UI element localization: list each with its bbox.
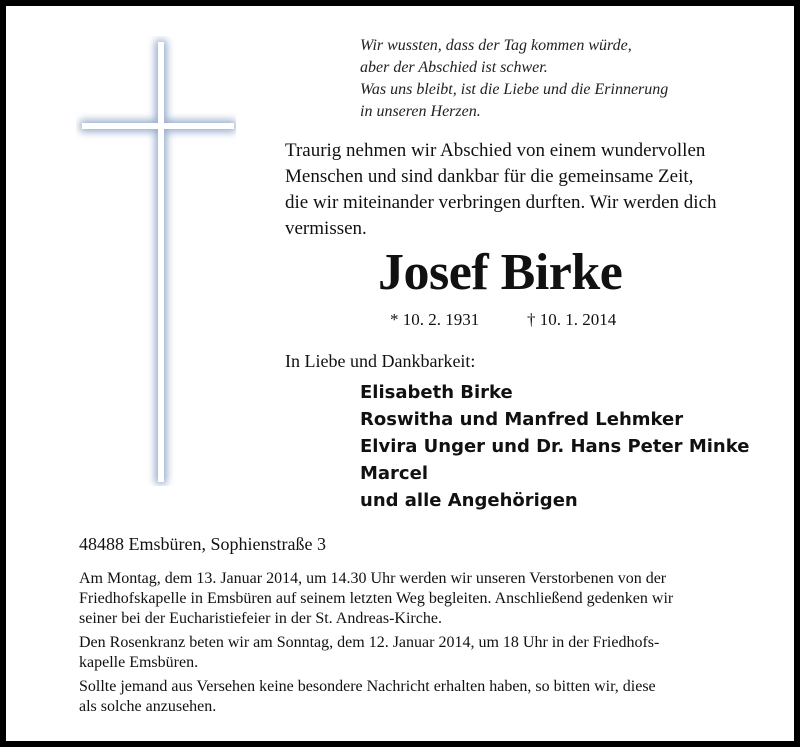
intro-line: Menschen und sind dankbar für die gemeinsame Zeit,: [285, 166, 694, 187]
thanks-heading: In Liebe und Dankbarkeit:: [285, 351, 476, 371]
mourner-name: Elvira Unger und Dr. Hans Peter Minke: [360, 436, 750, 457]
mourner-name: Marcel: [360, 463, 428, 484]
death-date: † 10. 1. 2014: [527, 310, 617, 329]
address: 48488 Emsbüren, Sophienstraße 3: [79, 534, 326, 554]
mourner-name: Elisabeth Birke: [360, 382, 513, 403]
notice-line: Sollte jemand aus Versehen keine besondere Nachricht erhalten haben, so bitten wir, diese: [79, 678, 656, 695]
quote-block: [360, 35, 780, 123]
notice-line: Am Montag, dem 13. Januar 2014, um 14.30 Uhr werden wir unseren Verstorbenen von der: [79, 570, 667, 587]
intro-line: Traurig nehmen wir Abschied von einem wundervollen: [285, 140, 706, 161]
notice-paragraph: [79, 633, 739, 673]
mourners-list: [360, 379, 749, 514]
mourner-name: Roswitha und Manfred Lehmker: [360, 409, 684, 430]
intro-text: [285, 138, 755, 242]
quote-line: aber der Abschied ist schwer.: [360, 59, 548, 76]
intro-line: vermissen.: [285, 218, 367, 239]
notice-paragraph: [79, 677, 739, 717]
notice-paragraph: [79, 569, 739, 629]
notice-line: Den Rosenkranz beten wir am Sonntag, dem 12. Januar 2014, um 18 Uhr in der Friedhofs-: [79, 634, 660, 651]
quote-line: Was uns bleibt, ist die Liebe und die Erinnerung: [360, 81, 669, 98]
deceased-name: Josef Birke: [378, 244, 623, 301]
birth-date: * 10. 2. 1931: [390, 310, 480, 329]
intro-line: die wir miteinander verbringen durften. Wir werden dich: [285, 192, 717, 213]
quote-line: Wir wussten, dass der Tag kommen würde,: [360, 37, 632, 54]
notice-line: als solche anzusehen.: [79, 698, 217, 715]
cross-icon: [76, 36, 236, 486]
notice-line: seiner bei der Eucharistiefeier in der St. Andreas-Kirche.: [79, 610, 442, 627]
notice-line: Friedhofskapelle in Emsbüren auf seinem letzten Weg begleiten. Anschließend gedenken wir: [79, 590, 674, 607]
notice-line: kapelle Emsbüren.: [79, 654, 199, 671]
funeral-notices: [79, 569, 739, 721]
quote-line: in unseren Herzen.: [360, 103, 481, 120]
mourner-name: und alle Angehörigen: [360, 490, 578, 511]
